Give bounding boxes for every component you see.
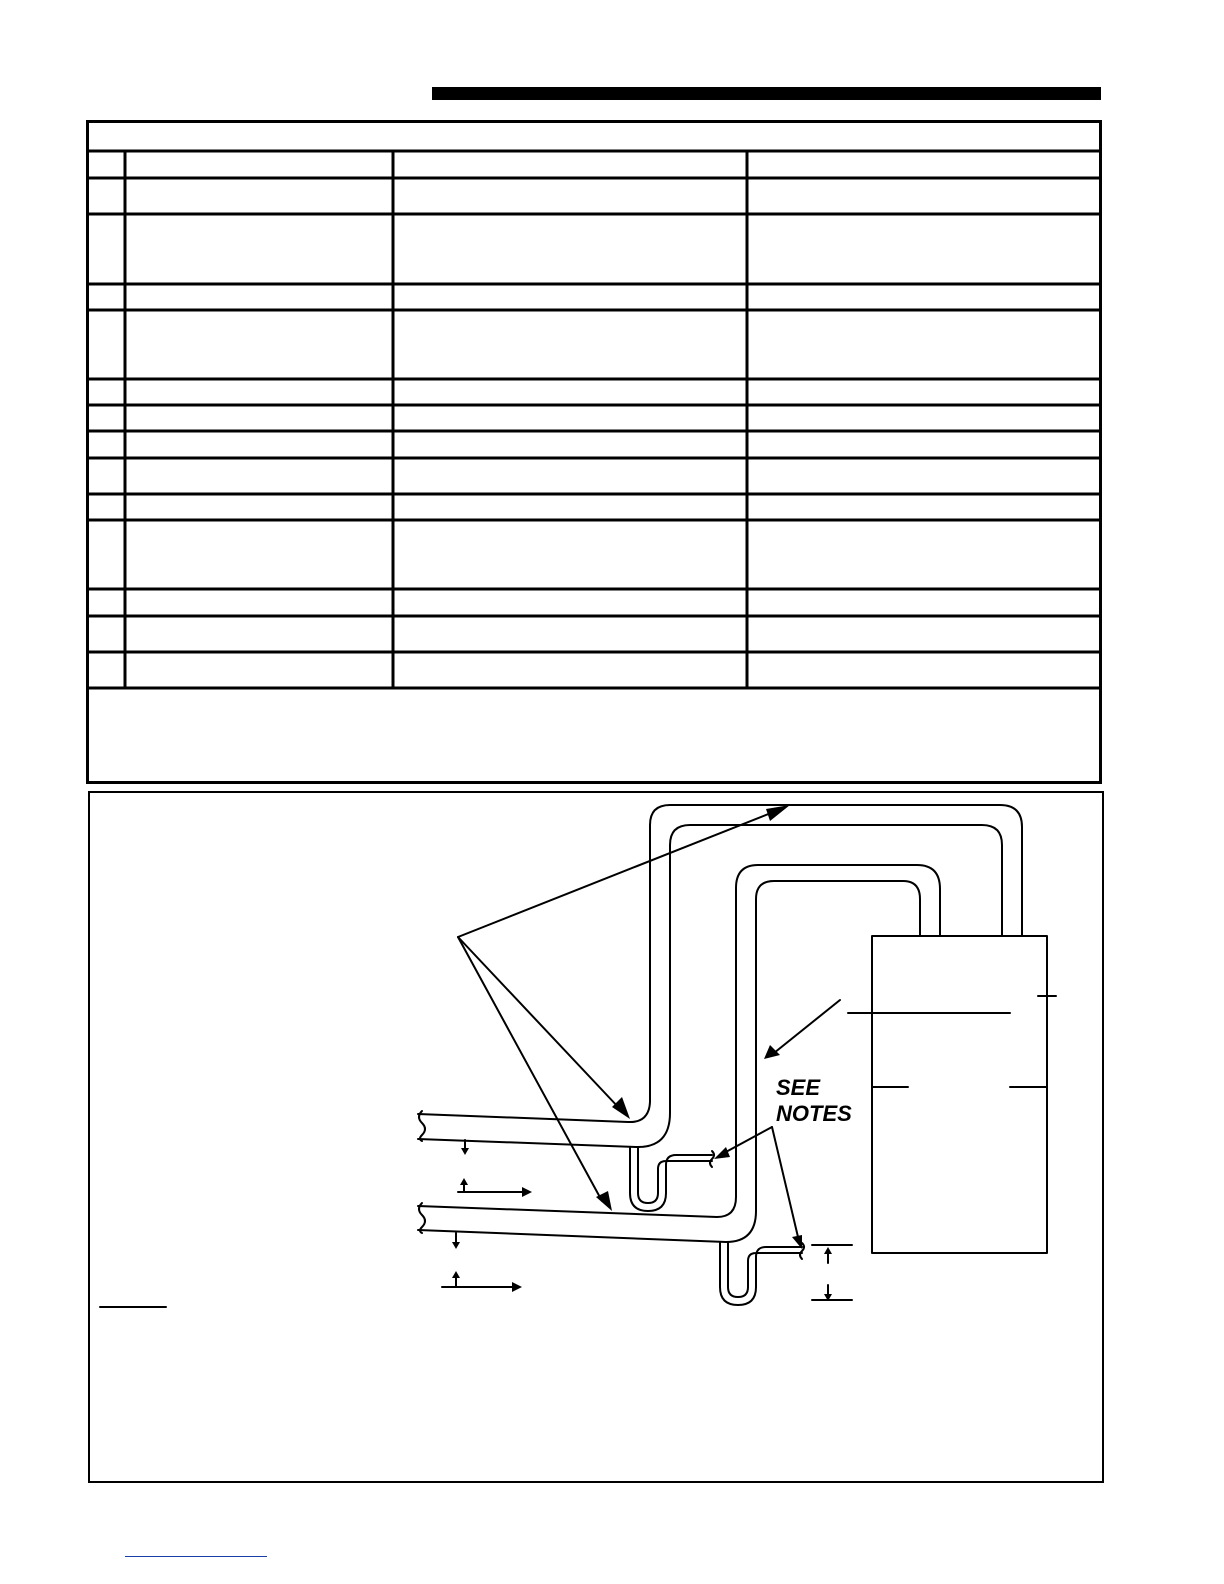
lower-pipe-outer-wall (418, 865, 940, 1217)
slope-arrowhead-3 (452, 1242, 460, 1249)
lower-trap (720, 1243, 802, 1305)
see-notes-callout (776, 1075, 852, 1127)
upper-pipe-outer-wall (418, 805, 1022, 1122)
slope-arrowhead-4 (452, 1271, 460, 1278)
spec-table (86, 120, 1102, 784)
leader-line-e (724, 1127, 772, 1153)
spec-table-grid (89, 123, 1099, 781)
see-notes-line-1: SEE (776, 1075, 821, 1100)
arrowhead-d (764, 1045, 780, 1059)
dimension-arrowhead-up (824, 1247, 832, 1254)
arrowhead-a (766, 805, 790, 821)
footer-link-underline (125, 1556, 267, 1557)
upper-pipe-break (419, 1111, 425, 1141)
piping-diagram-drawing (90, 793, 1102, 1481)
arrowhead-b (612, 1097, 630, 1119)
leader-line-a (458, 811, 776, 937)
leader-line-f (772, 1127, 798, 1237)
leader-line-b (458, 937, 620, 1109)
see-notes-line-2: NOTES (776, 1101, 852, 1126)
leader-line-d (774, 1000, 840, 1053)
piping-diagram (88, 791, 1104, 1483)
flow-arrowhead-upper (522, 1187, 532, 1197)
equipment-unit (872, 936, 1047, 1253)
upper-trap-break (710, 1151, 714, 1167)
slope-arrowhead-2 (460, 1178, 468, 1185)
upper-pipe-inner-wall (418, 825, 1002, 1147)
flow-arrowhead-lower (512, 1282, 522, 1292)
arrowhead-e (714, 1147, 730, 1159)
lower-pipe-break (419, 1203, 425, 1233)
section-title-bar (432, 87, 1101, 100)
upper-trap (630, 1148, 712, 1211)
leader-line-c (458, 937, 602, 1201)
slope-arrowhead-1 (461, 1148, 469, 1155)
